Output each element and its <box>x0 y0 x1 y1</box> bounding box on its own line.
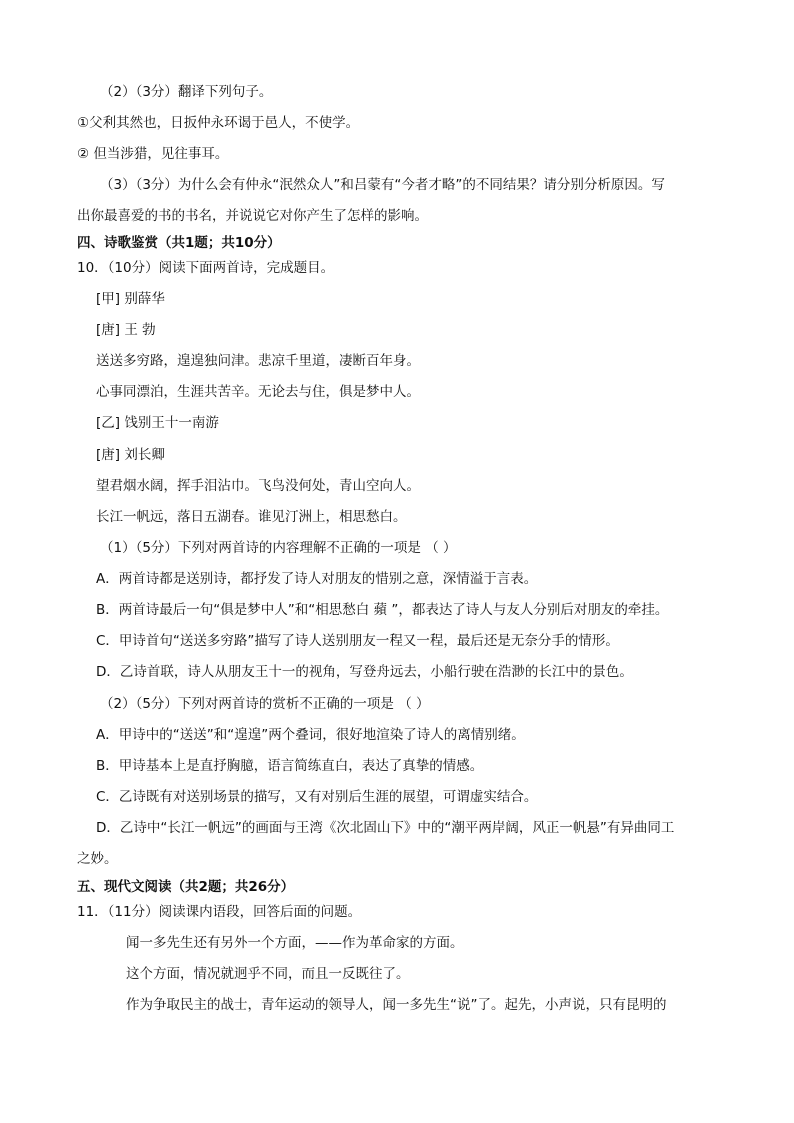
poem-a-title: [甲] 别薛华 <box>96 291 165 307</box>
poem-b-author: [唐] 刘长卿 <box>96 447 165 463</box>
poem-a-line-1: 送送多穷路，遑遑独问津。悲凉千里道，凄断百年身。 <box>96 353 420 369</box>
q11-prompt: 11．（11分）阅读课内语段，回答后面的问题。 <box>77 904 362 920</box>
q9-sub2-prompt: （2）（3分）翻译下列句子。 <box>100 84 273 100</box>
poem-a-author: [唐] 王 勃 <box>96 322 156 338</box>
q11-passage-para-1: 闻一多先生还有另外一个方面，——作为革命家的方面。 <box>126 935 464 951</box>
q10-prompt: 10．（10分）阅读下面两首诗，完成题目。 <box>77 260 335 276</box>
poem-a-line-2: 心事同漂泊，生涯共苦辛。无论去与住，俱是梦中人。 <box>96 384 420 400</box>
q11-passage-para-3: 作为争取民主的战士，青年运动的领导人，闻一多先生“说”了。起先，小声说，只有昆明的 <box>126 997 667 1013</box>
section-heading-poetry: 四、诗歌鉴赏（共1题；共10分） <box>77 235 281 251</box>
q9-sub3-prompt-line2: 出你最喜爱的书的书名，并说说它对你产生了怎样的影响。 <box>77 208 428 224</box>
q10-sub2-option-d-line1: D．乙诗中“长江一帆远”的画面与王湾《次北固山下》中的“潮平两岸阔，风正一帆悬”有异曲同工 <box>96 820 675 836</box>
q9-sub2-sentence-1: ①父利其然也，日扳仲永环谒于邑人，不使学。 <box>77 115 360 131</box>
q10-sub2-option-c: C．乙诗既有对送别场景的描写，又有对别后生涯的展望，可谓虚实结合。 <box>96 789 538 805</box>
q9-sub2-sentence-2: ② 但当涉猎，见往事耳。 <box>77 146 229 162</box>
poem-b-line-1: 望君烟水阔，挥手泪沾巾。飞鸟没何处，青山空向人。 <box>96 478 420 494</box>
poem-b-line-2: 长江一帆远，落日五湖春。谁见汀洲上，相思愁白。 <box>96 509 407 525</box>
section-heading-modern-reading: 五、现代文阅读（共2题；共26分） <box>77 879 295 895</box>
q10-sub2-prompt: （2）（5分）下列对两首诗的赏析不正确的一项是 （ ） <box>100 696 430 712</box>
q10-sub1-prompt: （1）（5分）下列对两首诗的内容理解不正确的一项是 （ ） <box>100 540 457 556</box>
q10-sub1-option-b: B．两首诗最后一句“俱是梦中人”和“相思愁白 蘋 ”，都表达了诗人与友人分别后对朋友的牵挂。 <box>96 602 669 618</box>
q10-sub2-option-b: B．甲诗基本上是直抒胸臆，语言简练直白，表达了真挚的情感。 <box>96 758 484 774</box>
q10-sub1-option-d: D．乙诗首联，诗人从朋友王十一的视角，写登舟远去，小船行驶在浩渺的长江中的景色。 <box>96 664 633 680</box>
q10-sub2-option-d-line2: 之妙。 <box>77 851 118 867</box>
poem-b-title: [乙] 饯别王十一南游 <box>96 415 219 431</box>
q9-sub3-prompt-line1: （3）（3分）为什么会有仲永“泯然众人”和吕蒙有“今者才略”的不同结果？请分别分析原因。写 <box>100 177 665 193</box>
q10-sub1-option-a: A．两首诗都是送别诗，都抒发了诗人对朋友的惜别之意，深情溢于言表。 <box>96 571 538 587</box>
q10-sub2-option-a: A．甲诗中的“送送”和“遑遑”两个叠词，很好地渲染了诗人的离情别绪。 <box>96 727 525 743</box>
q10-sub1-option-c: C．甲诗首句“送送多穷路”描写了诗人送别朋友一程又一程，最后还是无奈分手的情形。 <box>96 633 619 649</box>
q11-passage-para-2: 这个方面，情况就迥乎不同，而且一反既往了。 <box>126 966 410 982</box>
